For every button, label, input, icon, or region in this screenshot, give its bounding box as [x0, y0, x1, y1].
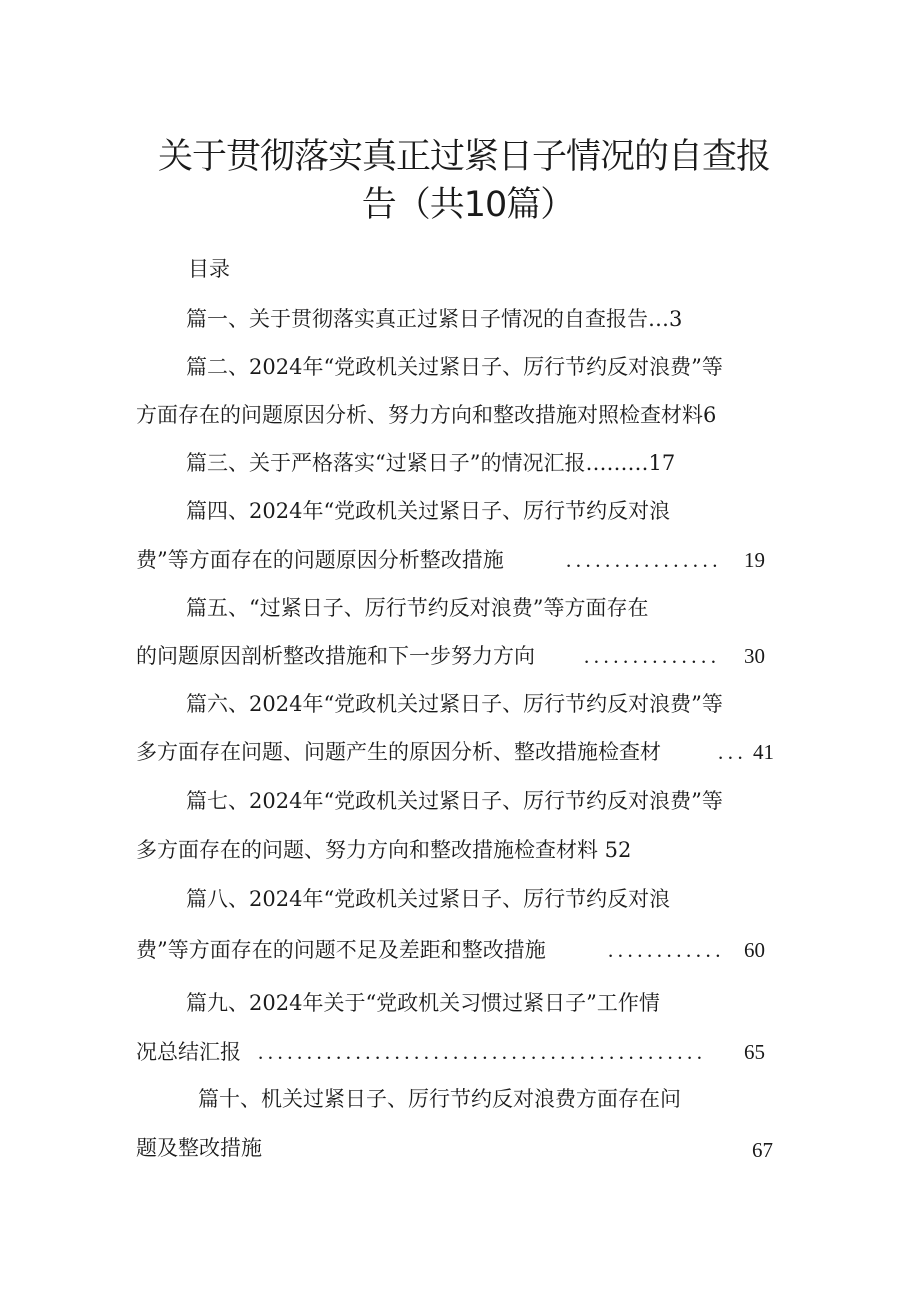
toc-entry-6-leader-dots: ... — [718, 742, 748, 763]
toc-entry-6-text-line-1[interactable]: 篇六、2024年“党政机关过紧日子、厉行节约反对浪费”等 — [186, 692, 723, 716]
toc-entry-10-text-line-1[interactable]: 篇十、机关过紧日子、厉行节约反对浪费方面存在问 — [198, 1087, 681, 1111]
toc-entry-4-text-line-1[interactable]: 篇四、2024年“党政机关过紧日子、厉行节约反对浪 — [186, 499, 671, 523]
toc-entry-9-text-line-2[interactable]: 况总结汇报 — [136, 1040, 241, 1064]
toc-entry-8-page-number[interactable]: 60 — [744, 938, 765, 962]
toc-entry-6-page-number[interactable]: 41 — [753, 740, 774, 764]
toc-entry-4-leader-dots: ................ — [566, 550, 722, 571]
toc-entry-3-text[interactable]: 篇三、关于严格落实“过紧日子”的情况汇报………17 — [186, 451, 676, 475]
toc-entry-10-text-line-2[interactable]: 题及整改措施 — [136, 1136, 262, 1160]
document-title-line-1: 关于贯彻落实真正过紧日子情况的自查报 — [157, 137, 770, 177]
toc-entry-7-text-line-2[interactable]: 多方面存在的问题、努力方向和整改措施检查材料 52 — [136, 838, 632, 862]
toc-entry-8-leader-dots: ............ — [608, 940, 725, 961]
toc-entry-5-text-line-2[interactable]: 的问题原因剖析整改措施和下一步努力方向 — [136, 644, 535, 668]
document-title-line-2: 告（共10篇） — [361, 185, 575, 225]
toc-entry-7-text-line-1[interactable]: 篇七、2024年“党政机关过紧日子、厉行节约反对浪费”等 — [186, 789, 723, 813]
toc-entry-8-text-line-2[interactable]: 费”等方面存在的问题不足及差距和整改措施 — [136, 938, 546, 962]
toc-entry-5-leader-dots: .............. — [584, 646, 721, 667]
toc-entry-2-text-line-1[interactable]: 篇二、2024年“党政机关过紧日子、厉行节约反对浪费”等 — [186, 355, 723, 379]
toc-entry-2-text-line-2[interactable]: 方面存在的问题原因分析、努力方向和整改措施对照检查材料6 — [136, 403, 717, 427]
toc-entry-5-page-number[interactable]: 30 — [744, 644, 765, 668]
toc-entry-8-text-line-1[interactable]: 篇八、2024年“党政机关过紧日子、厉行节约反对浪 — [186, 887, 671, 911]
toc-entry-4-page-number[interactable]: 19 — [744, 548, 765, 572]
toc-heading: 目录 — [188, 257, 230, 281]
toc-entry-9-text-line-1[interactable]: 篇九、2024年关于“党政机关习惯过紧日子”工作情 — [186, 991, 660, 1015]
toc-entry-9-leader-dots: .............................................. — [258, 1042, 707, 1063]
toc-entry-10-page-number[interactable]: 67 — [752, 1138, 773, 1162]
toc-entry-5-text-line-1[interactable]: 篇五、“过紧日子、厉行节约反对浪费”等方面存在 — [186, 596, 649, 620]
toc-entry-9-page-number[interactable]: 65 — [744, 1040, 765, 1064]
toc-entry-4-text-line-2[interactable]: 费”等方面存在的问题原因分析整改措施 — [136, 548, 504, 572]
toc-entry-6-text-line-2[interactable]: 多方面存在问题、问题产生的原因分析、整改措施检查材 — [136, 740, 661, 764]
toc-entry-1-text[interactable]: 篇一、关于贯彻落实真正过紧日子情况的自查报告…3 — [186, 307, 683, 331]
